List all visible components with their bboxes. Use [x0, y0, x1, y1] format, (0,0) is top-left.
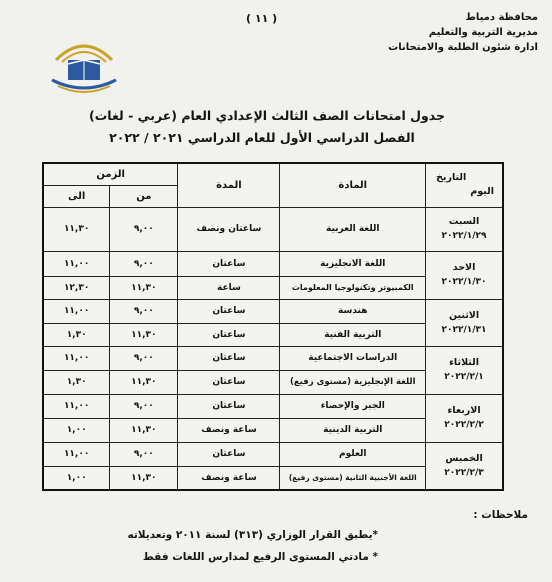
day-date: ٢٠٢٢/٢/٢ — [444, 420, 484, 430]
notes-section — [8, 509, 528, 568]
subject-cell: العلوم — [280, 442, 426, 466]
header-line-governorate: محافظة دمياط — [465, 12, 538, 23]
subject-cell: الكمبيوتر وتكنولوجيا المعلومات — [280, 276, 426, 299]
duration-cell: ساعتان — [178, 346, 280, 370]
semester-title: الفصل الدراسي الأول للعام الدراسي ٢٠٢١ / ٢٠٢٢ — [109, 130, 415, 145]
subject-cell: اللغة الانجليزية — [280, 251, 426, 276]
from-cell: ١١,٣٠ — [110, 466, 178, 490]
notes-title: ملاحظات : — [473, 509, 528, 521]
from-cell: ٩,٠٠ — [110, 251, 178, 276]
header-from: من — [110, 185, 178, 207]
note-item: * مادتي المستوى الرفيع لمدارس اللغات فقط — [142, 551, 378, 563]
header-to: الى — [43, 185, 110, 207]
duration-cell: ساعتان — [178, 299, 280, 323]
to-cell: ١٢,٣٠ — [43, 276, 110, 299]
subject-cell: اللغة الإنجليزية (مستوى رفيع) — [280, 370, 426, 394]
duration-cell: ساعتان — [178, 251, 280, 276]
day-name: الاربعاء — [447, 405, 481, 416]
duration-cell: ساعة — [178, 276, 280, 299]
to-cell: ١١,٠٠ — [43, 251, 110, 276]
header-day: اليوم — [470, 186, 494, 198]
table-row — [43, 442, 503, 466]
duration-cell: ساعتان — [178, 442, 280, 466]
header-line-administration: ادارة شئون الطلبة والامتحانات — [388, 42, 538, 53]
table-row — [43, 207, 503, 251]
to-cell: ١١,٠٠ — [43, 394, 110, 418]
from-cell: ٩,٠٠ — [110, 207, 178, 251]
day-name: الخميس — [445, 452, 483, 464]
schedule-title: جدول امتحانات الصف الثالث الإعدادي العام (عربي - لغات) — [89, 108, 445, 123]
to-cell: ١١,٠٠ — [43, 299, 110, 323]
from-cell: ٩,٠٠ — [110, 442, 178, 466]
table-row — [43, 299, 503, 323]
header-date-day — [426, 163, 503, 207]
to-cell: ١١,٠٠ — [43, 442, 110, 466]
subject-cell: هندسة — [280, 299, 426, 323]
to-cell: ١١,٣٠ — [43, 207, 110, 251]
day-cell — [426, 442, 503, 490]
day-date: ٢٠٢٢/١/٢٩ — [441, 231, 487, 241]
from-cell: ١١,٣٠ — [110, 276, 178, 299]
duration-cell: ساعة ونصف — [178, 418, 280, 442]
day-name: الثلاثاء — [449, 357, 479, 368]
duration-cell: ساعتان ونصف — [178, 207, 280, 251]
subject-cell: التربية الدينية — [280, 418, 426, 442]
from-cell: ٩,٠٠ — [110, 394, 178, 418]
ministry-logo-icon — [38, 30, 130, 100]
subject-cell: الجبر والإحصاء — [280, 394, 426, 418]
to-cell: ١١,٠٠ — [43, 346, 110, 370]
duration-cell: ساعتان — [178, 323, 280, 346]
from-cell: ٩,٠٠ — [110, 346, 178, 370]
day-cell — [426, 299, 503, 346]
page-number: ( ١١ ) — [246, 12, 278, 25]
table-row — [43, 394, 503, 418]
table-row — [43, 346, 503, 370]
header-duration: المدة — [178, 163, 280, 207]
from-cell: ١١,٣٠ — [110, 370, 178, 394]
from-cell: ١١,٣٠ — [110, 323, 178, 346]
header-line-directorate: مديرية التربية والتعليم — [428, 27, 538, 38]
day-date: ٢٠٢٢/١/٣٠ — [441, 277, 487, 287]
header-date: التاريخ — [436, 172, 467, 184]
day-cell — [426, 207, 503, 251]
table-row — [43, 251, 503, 276]
day-date: ٢٠٢٢/١/٣١ — [441, 324, 487, 335]
note-item: *يطبق القرار الوزاري (٣١٣) لسنة ٢٠١١ وتعديلاته — [127, 529, 378, 541]
header-time: الزمن — [43, 163, 178, 185]
to-cell: ١,٠٠ — [43, 418, 110, 442]
to-cell: ١,٠٠ — [43, 466, 110, 490]
day-name: السبت — [448, 216, 480, 227]
directorate-header — [368, 10, 538, 55]
subject-cell: الدراسات الاجتماعية — [280, 346, 426, 370]
from-cell: ١١,٣٠ — [110, 418, 178, 442]
day-cell — [426, 346, 503, 394]
duration-cell: ساعة ونصف — [178, 466, 280, 490]
from-cell: ٩,٠٠ — [110, 299, 178, 323]
subject-cell: اللغة العربية — [280, 207, 426, 251]
to-cell: ١,٣٠ — [43, 323, 110, 346]
subject-cell: التربية الفنية — [280, 323, 426, 346]
header-subject: المادة — [280, 163, 426, 207]
day-cell — [426, 394, 503, 442]
day-cell — [426, 251, 503, 299]
exam-schedule-table — [42, 162, 504, 491]
day-date: ٢٠٢٢/٢/٣ — [444, 467, 484, 478]
day-date: ٢٠٢٢/٢/١ — [444, 372, 484, 382]
duration-cell: ساعتان — [178, 370, 280, 394]
subject-cell: اللغة الأجنبية الثانية (مستوى رفيع) — [280, 466, 426, 490]
day-name: الاحد — [452, 262, 476, 273]
day-name: الاثنين — [448, 309, 480, 321]
duration-cell: ساعتان — [178, 394, 280, 418]
to-cell: ١,٣٠ — [43, 370, 110, 394]
